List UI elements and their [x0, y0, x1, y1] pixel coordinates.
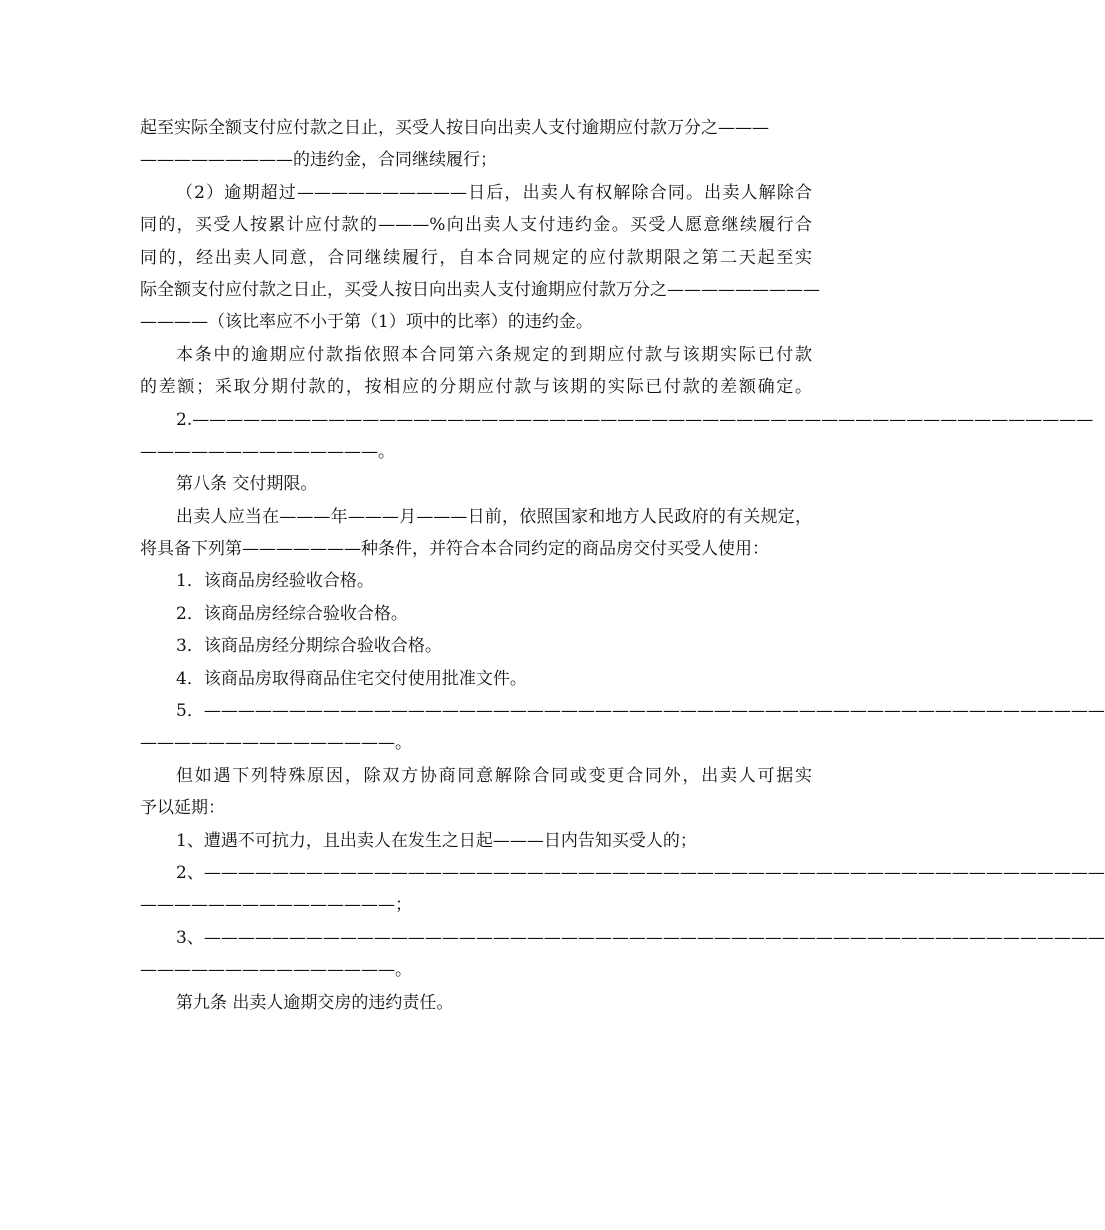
- text-line: 2、—————————————————————————————————————————————————————: [176, 862, 1105, 883]
- text-line: 同的，买受人按累计应付款的———%向出卖人支付违约金。买受人愿意继续履行合: [140, 215, 812, 236]
- text-line: 际全额支付应付款之日止，买受人按日向出卖人支付逾期应付款万分之—————————: [140, 279, 820, 300]
- text-line: （2）逾期超过——————————日后，出卖人有权解除合同。出卖人解除合: [176, 182, 812, 203]
- text-line: 1．该商品房经验收合格。: [176, 571, 374, 592]
- text-line: 本条中的逾期应付款指依照本合同第六条规定的到期应付款与该期实际已付款: [176, 344, 812, 365]
- text-line: 1、遭遇不可抗力，且出卖人在发生之日起———日内告知买受人的；: [176, 830, 697, 851]
- text-line: 予以延期：: [140, 798, 225, 819]
- text-line: 2．该商品房经综合验收合格。: [176, 603, 408, 624]
- text-line: ——————————————。: [140, 441, 395, 462]
- text-line: ———————————————。: [140, 733, 412, 754]
- text-line: 的差额；采取分期付款的，按相应的分期应付款与该期的实际已付款的差额确定。: [140, 377, 812, 398]
- text-line: 同的，经出卖人同意，合同继续履行，自本合同规定的应付款期限之第二天起至实: [140, 247, 812, 268]
- document-body: [140, 112, 1105, 1019]
- text-line: ———————————————。: [140, 960, 412, 981]
- text-line: 5．—————————————————————————————————————————————————————: [176, 701, 1105, 722]
- text-line: ———————————————；: [140, 895, 412, 916]
- text-line: 3、—————————————————————————————————————————————————————: [176, 927, 1105, 948]
- text-line: 出卖人应当在———年———月———日前，依照国家和地方人民政府的有关规定，: [176, 506, 812, 527]
- text-line: 3．该商品房经分期综合验收合格。: [176, 636, 442, 657]
- text-line: 4．该商品房取得商品住宅交付使用批准文件。: [176, 668, 527, 689]
- text-line: —————————的违约金，合同继续履行；: [140, 150, 497, 171]
- text-line: 但如遇下列特殊原因，除双方协商同意解除合同或变更合同外，出卖人可据实: [176, 765, 812, 786]
- text-line: 将具备下列第———————种条件，并符合本合同约定的商品房交付买受人使用：: [140, 539, 769, 560]
- text-line: 第八条 交付期限。: [176, 474, 318, 495]
- text-line: ————（该比率应不小于第（1）项中的比率）的违约金。: [140, 312, 593, 333]
- text-line: 起至实际全额支付应付款之日止，买受人按日向出卖人支付逾期应付款万分之———: [140, 118, 769, 138]
- text-line: 2.—————————————————————————————————————————————————————: [176, 409, 1094, 430]
- text-line: 第九条 出卖人逾期交房的违约责任。: [176, 992, 454, 1013]
